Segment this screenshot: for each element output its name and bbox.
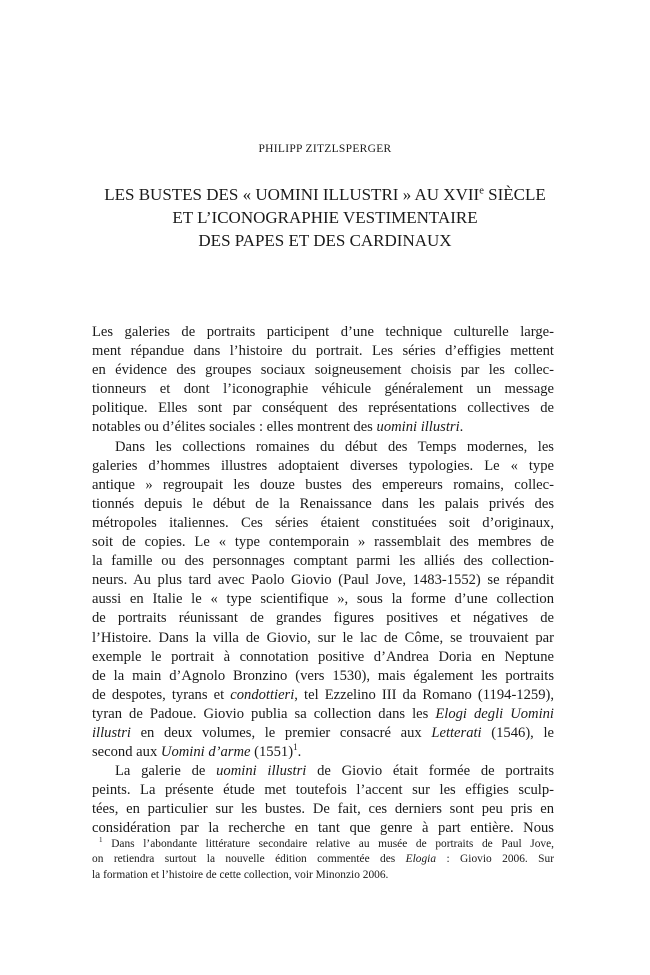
body-line: l’Histoire. Dans la villa de Giovio, sur le lac de Côme, se trouvaient par bbox=[92, 629, 554, 646]
body-line: aussi en Italie le « type scientifique », sous la forme d’une collection bbox=[92, 591, 554, 608]
body-line: tionneurs et dont l’iconographie véhicule généralement un message bbox=[92, 381, 554, 398]
footnote-line: $^1$ Dans l’abondante littérature secondaire relative au musée de portraits de Paul Jove, bbox=[99, 836, 554, 850]
body-line: métropoles italiennes. Ces séries étaient constituées soit d’originaux, bbox=[92, 514, 554, 531]
body-line: illustri en deux volumes, le premier consacré aux Letterati (1546), le bbox=[92, 724, 554, 741]
body-line: en évidence des groupes sociaux soigneusement choisis par les collec- bbox=[92, 362, 554, 379]
body-line: soit de copies. Le « type contemporain » rassemblait des membres de bbox=[92, 534, 554, 551]
body-line: neurs. Au plus tard avec Paolo Giovio (Paul Jove, 1483-1552) se répandit bbox=[92, 572, 554, 589]
body-line: de la main d’Agnolo Bronzino (vers 1530), mais également les portraits bbox=[92, 667, 554, 684]
footnote-line: la formation et l’histoire de cette collection, voir Minonzio 2006. bbox=[92, 868, 389, 881]
footnote-line: on retiendra surtout la nouvelle édition commentée des Elogia : Giovio 2006. Sur bbox=[92, 853, 555, 866]
body-line: politique. Elles sont par conséquent des représentations collectives de bbox=[92, 400, 554, 417]
body-line: galeries d’hommes illustres adoptaient diverses typologies. Le « type bbox=[92, 457, 554, 474]
body-line: tées, en particulier sur les bustes. De fait, ces derniers sont peu pris en bbox=[92, 801, 554, 818]
title-line-1-main: LES BUSTES DES « UOMINI ILLUSTRI » AU XVII bbox=[104, 185, 480, 204]
title-line-1 bbox=[60, 183, 590, 206]
body-line: Dans les collections romaines du début des Temps modernes, les bbox=[115, 438, 554, 455]
body-line: La galerie de uomini illustri de Giovio était formée de portraits bbox=[115, 763, 554, 780]
title-line-3: DES PAPES ET DES CARDINAUX bbox=[198, 231, 452, 250]
body-line: tyran de Padoue. Giovio publia sa collection dans les Elogi degli Uomini bbox=[92, 705, 554, 722]
body-line: tionnés depuis le début de la Renaissance dans les palais privés des bbox=[92, 495, 554, 512]
body-line: antique » regroupait les douze bustes des empereurs romains, collec- bbox=[92, 476, 554, 493]
footnote bbox=[92, 837, 554, 883]
body-line: ment répandue dans l’histoire du portrait. Les séries d’effigies mettent bbox=[92, 343, 554, 360]
body-text bbox=[92, 323, 554, 839]
title-line-2: ET L’ICONOGRAPHIE VESTIMENTAIRE bbox=[172, 208, 478, 227]
title-line-1-end: SIÈCLE bbox=[483, 185, 546, 204]
body-line: notables ou d’élites sociales : elles montrent des uomini illustri. bbox=[92, 419, 464, 436]
title-superscript: e bbox=[479, 185, 484, 197]
body-line: second aux Uomini d’arme $(1551)^1$. bbox=[92, 742, 302, 761]
body-line: Les galeries de portraits participent d’une technique culturelle large- bbox=[92, 324, 554, 340]
body-line: peints. La présente étude met toutefois l’accent sur les effigies sculp- bbox=[92, 782, 554, 799]
chapter-title bbox=[60, 183, 590, 252]
body-line: de despotes, tyrans et condottieri, tel Ezzelino III da Romano (1194-1259), bbox=[92, 686, 554, 703]
body-line: exemple le portrait à connotation positive d’Andrea Doria en Neptune bbox=[92, 648, 554, 665]
footnote-marker: 1 bbox=[99, 836, 103, 845]
body-line: de portraits réunissant de grandes figures positives et négatives de bbox=[92, 610, 554, 627]
footnote-reference: 1 bbox=[293, 742, 298, 753]
body-line: considération par la recherche en tant que genre à part entière. Nous bbox=[92, 820, 554, 837]
body-line: la famille ou des personnages comptant parmi les alliés des collection- bbox=[92, 553, 554, 570]
author-name: PHILIPP ZITZLSPERGER bbox=[258, 143, 392, 155]
